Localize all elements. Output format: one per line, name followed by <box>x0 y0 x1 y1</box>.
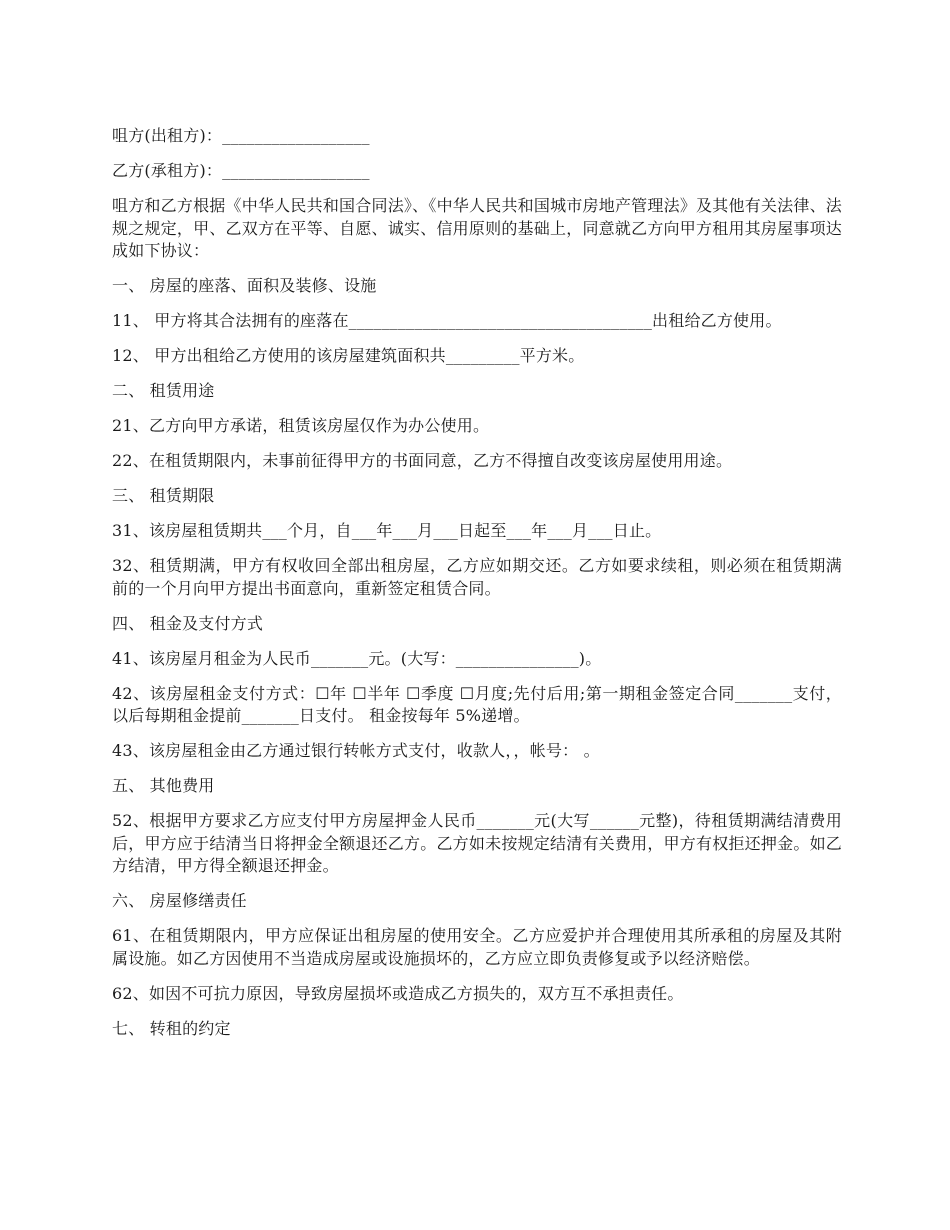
clause-43: 43、该房屋租金由乙方通过银行转帐方式支付，收款人，，帐号： 。 <box>112 741 600 760</box>
clause-52: 52、根据甲方要求乙方应支付甲方房屋押金人民币_______元(大写______元整)，待租赁期满结清费用后，甲方应于结清当日将押金全额退还乙方。乙方如未按规定结清有关费用，甲方有权拒还押金。如乙方结清，甲方得全额退还押金。 <box>112 811 842 875</box>
section-heading-7: 七、 转租的约定 <box>112 1018 231 1038</box>
preamble-paragraph: 咀方和乙方根据《中华人民共和国合同法》、《中华人民共和国城市房地产管理法》及其他有关法律、法规之规定，甲、乙双方在平等、自愿、诚实、信用原则的基础上，同意就乙方向甲方租用其房屋事项达成如下协议： <box>112 196 842 260</box>
clause-42: 42、该房屋租金支付方式：☐年 ☐半年 ☐季度 ☐月度;先付后用;第一期租金签定合同_______支付，以后每期租金提前_______日支付。 租金按每年 5%递增。 <box>112 683 842 725</box>
document-page <box>112 125 842 1053</box>
section-heading-3: 三、 租赁期限 <box>112 486 215 505</box>
clause-21: 21、乙方向甲方承诺，租赁该房屋仅作为办公使用。 <box>112 416 490 435</box>
clause-22: 22、在租赁期限内，未事前征得甲方的书面同意，乙方不得擅自改变该房屋使用用途。 <box>112 451 733 470</box>
clause-11: 11、 甲方将其合法拥有的座落在_____________________________________出租给乙方使用。 <box>112 311 782 330</box>
section-heading-4: 四、 租金及支付方式 <box>112 613 264 633</box>
section-heading-2: 二、 租赁用途 <box>112 381 215 400</box>
clause-31: 31、该房屋租赁期共___个月，自___年___月___日起至___年___月___日止。 <box>112 521 662 540</box>
section-heading-6: 六、 房屋修缮责任 <box>112 891 247 910</box>
clause-32: 32、租赁期满，甲方有权收回全部出租房屋，乙方应如期交还。乙方如要求续租，则必须在租赁期满前的一个月向甲方提出书面意向，重新签定租赁合同。 <box>112 556 842 598</box>
party-b-field: 乙方(承租方)：__________________ <box>112 161 370 180</box>
party-a-field: 咀方(出租方)：__________________ <box>112 126 370 145</box>
section-heading-1: 一、 房屋的座落、面积及装修、设施 <box>112 276 377 295</box>
clause-41: 41、该房屋月租金为人民币_______元。(大写：_______________)。 <box>112 648 602 668</box>
section-heading-5: 五、 其他费用 <box>112 776 215 795</box>
clause-62: 62、如因不可抗力原因，导致房屋损坏或造成乙方损失的，双方互不承担责任。 <box>112 983 684 1003</box>
clause-12: 12、 甲方出租给乙方使用的该房屋建筑面积共_________平方米。 <box>112 346 585 365</box>
clause-61: 61、在租赁期限内，甲方应保证出租房屋的使用安全。乙方应爱护并合理使用其所承租的房屋及其附属设施。如乙方因使用不当造成房屋或设施损坏的，乙方应立即负责修复或予以经济赔偿。 <box>112 926 842 968</box>
